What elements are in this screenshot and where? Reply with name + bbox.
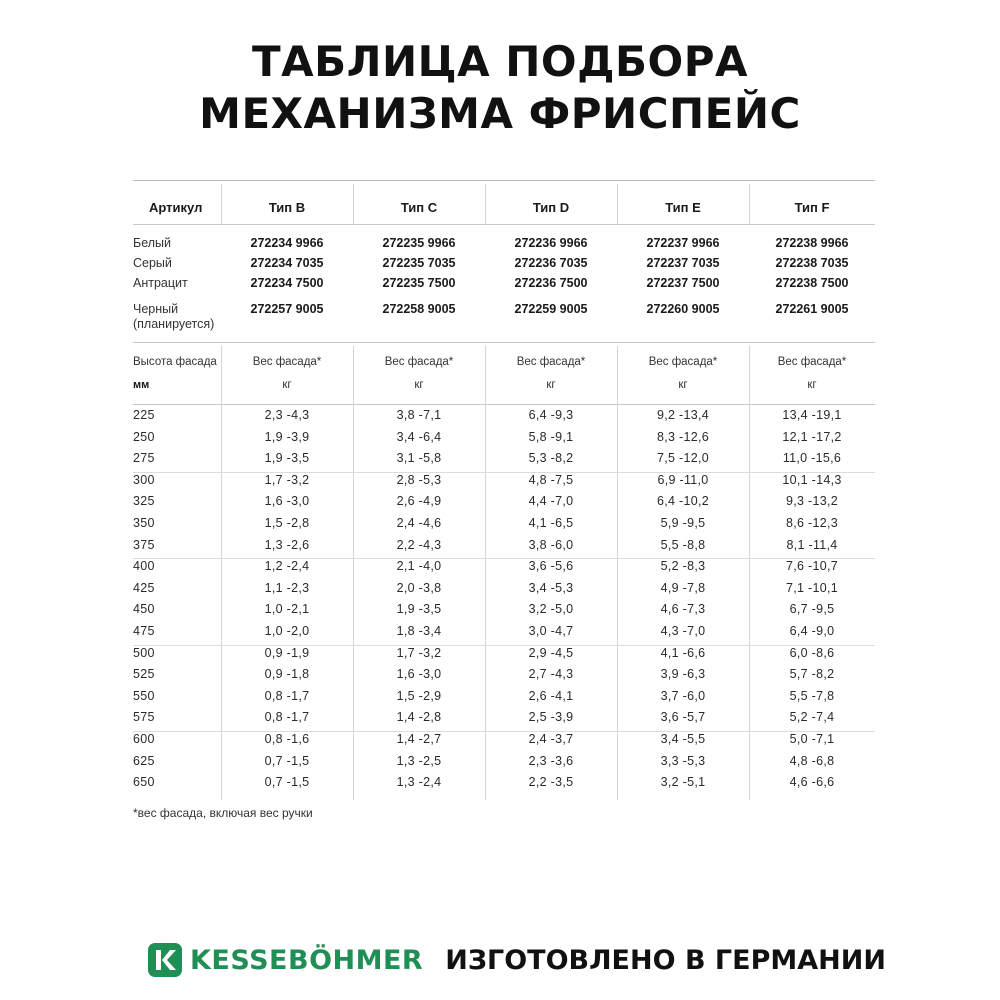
type-header-1: Тип C [400, 200, 438, 215]
weight-range: 1,6 -3,0 [264, 494, 310, 509]
weight-range: 1,0 -2,1 [264, 602, 310, 617]
facade-height: 400 [133, 559, 155, 574]
facade-height: 475 [133, 624, 155, 638]
article-code: 272234 7500 [250, 276, 324, 290]
column-divider [485, 184, 486, 224]
article-code: 272236 9966 [514, 236, 588, 250]
weight-range: 1,4 -2,8 [396, 710, 442, 725]
facade-height: 250 [133, 429, 155, 444]
weight-range: 6,4 -10,2 [656, 494, 710, 509]
weight-range: 3,6 -5,6 [528, 559, 574, 574]
weight-range: 2,6 -4,1 [528, 688, 574, 703]
column-divider [221, 184, 222, 224]
weight-range: 1,5 -2,9 [396, 688, 442, 703]
color-name-1: Серый [133, 256, 172, 270]
article-code: 272259 9005 [514, 302, 588, 316]
article-header: Артикул [149, 200, 203, 215]
weight-range: 3,6 -5,7 [660, 710, 706, 725]
facade-height: 425 [133, 580, 155, 595]
weight-range: 1,7 -3,2 [264, 472, 310, 487]
weight-range: 7,5 -12,0 [656, 451, 710, 466]
weight-range: 4,9 -7,8 [660, 580, 706, 595]
weight-range: 6,4 -9,0 [789, 624, 835, 638]
weight-range: 8,6 -12,3 [785, 516, 839, 530]
facade-height: 600 [133, 732, 155, 746]
weight-label: Вес фасада* [648, 356, 718, 368]
facade-height: 325 [133, 494, 155, 509]
height-label: Высота фасада [133, 356, 217, 368]
weight-unit: кг [282, 379, 292, 391]
weight-range: 0,8 -1,6 [264, 732, 310, 746]
facade-height: 275 [133, 451, 155, 466]
type-header-4: Тип F [794, 200, 830, 215]
weight-range: 3,0 -4,7 [528, 624, 574, 638]
article-code: 272258 9005 [382, 302, 456, 316]
weight-range: 12,1 -17,2 [782, 429, 842, 444]
weight-range: 6,0 -8,6 [789, 645, 835, 660]
weight-range: 0,8 -1,7 [264, 710, 310, 725]
article-code: 272238 7500 [775, 276, 849, 290]
table-top-rule [133, 180, 875, 181]
weight-range: 5,5 -7,8 [789, 688, 835, 703]
weight-range: 1,4 -2,7 [396, 732, 442, 746]
selection-table [133, 180, 875, 800]
weight-range: 3,9 -6,3 [660, 667, 706, 682]
facade-height: 525 [133, 667, 155, 682]
weight-range: 1,9 -3,5 [264, 451, 310, 466]
weight-range: 4,1 -6,6 [660, 645, 706, 660]
article-code: 272257 9005 [250, 302, 324, 316]
weight-range: 2,0 -3,8 [396, 580, 442, 595]
weight-label: Вес фасада* [384, 356, 454, 368]
weight-range: 5,9 -9,5 [660, 516, 706, 530]
weight-range: 1,7 -3,2 [396, 645, 442, 660]
weight-range: 3,7 -6,0 [660, 688, 706, 703]
facade-height: 500 [133, 645, 155, 660]
type-header-0: Тип B [268, 200, 306, 215]
weight-range: 3,8 -6,0 [528, 537, 574, 552]
column-divider [749, 184, 750, 224]
weight-unit: кг [807, 379, 817, 391]
weight-range: 3,3 -5,3 [660, 753, 706, 768]
facade-height: 375 [133, 537, 155, 552]
weight-range: 3,4 -5,5 [660, 732, 706, 746]
weight-unit: кг [678, 379, 688, 391]
facade-height: 450 [133, 602, 155, 617]
weight-range: 1,2 -2,4 [264, 559, 310, 574]
weight-range: 2,3 -3,6 [528, 753, 574, 768]
page-title-line-2: МЕХАНИЗМА ФРИСПЕЙС [199, 89, 801, 138]
weight-range: 3,1 -5,8 [396, 451, 442, 466]
table-footnote: *вес фасада, включая вес ручки [133, 806, 313, 820]
weight-unit: кг [414, 379, 424, 391]
facade-height: 550 [133, 688, 155, 703]
article-code: 272235 7035 [382, 256, 456, 270]
weight-range: 2,4 -3,7 [528, 732, 574, 746]
weight-range: 9,2 -13,4 [656, 408, 710, 422]
facade-height: 350 [133, 516, 155, 530]
weight-range: 2,1 -4,0 [396, 559, 442, 574]
weight-range: 2,2 -3,5 [528, 775, 574, 790]
weight-range: 6,9 -11,0 [657, 472, 709, 487]
type-header-3: Тип E [665, 200, 701, 215]
weight-range: 2,2 -4,3 [396, 537, 442, 552]
weight-range: 5,3 -8,2 [528, 451, 574, 466]
column-divider [617, 184, 618, 224]
weight-range: 2,8 -5,3 [396, 472, 442, 487]
weight-range: 0,9 -1,8 [264, 667, 310, 682]
weight-range: 8,3 -12,6 [656, 429, 710, 444]
weight-range: 3,8 -7,1 [396, 408, 442, 422]
weight-range: 5,5 -8,8 [660, 537, 706, 552]
column-divider [353, 184, 354, 224]
made-in-germany-text: ИЗГОТОВЛЕНО В ГЕРМАНИИ [445, 944, 886, 976]
article-code: 272261 9005 [775, 302, 849, 316]
weight-range: 4,8 -7,5 [528, 472, 574, 487]
weight-range: 1,8 -3,4 [396, 624, 442, 638]
weight-range: 1,3 -2,4 [396, 775, 442, 790]
weight-range: 1,9 -3,5 [396, 602, 442, 617]
weight-range: 4,6 -6,6 [789, 775, 835, 790]
weight-range: 3,2 -5,0 [528, 602, 574, 617]
article-code: 272238 9966 [775, 236, 849, 250]
facade-height: 575 [133, 710, 155, 725]
article-code: 272238 7035 [775, 256, 849, 270]
color-name-note-3: (планируется) [133, 317, 215, 331]
kessebohmer-logo-icon [148, 943, 182, 977]
weight-range: 2,6 -4,9 [396, 494, 442, 509]
weight-label: Вес фасада* [252, 356, 322, 368]
codes-rule [133, 342, 875, 343]
article-code: 272235 9966 [382, 236, 456, 250]
weight-range: 4,3 -7,0 [660, 624, 706, 638]
weight-range: 5,0 -7,1 [789, 732, 835, 746]
weight-range: 6,7 -9,5 [789, 602, 835, 617]
weight-header-rule [133, 404, 875, 405]
weight-label: Вес фасада* [516, 356, 586, 368]
weight-range: 4,4 -7,0 [528, 494, 574, 509]
weight-range: 3,4 -6,4 [396, 429, 442, 444]
weight-range: 10,1 -14,3 [782, 472, 842, 487]
article-code: 272237 7500 [646, 276, 720, 290]
color-name-2: Антрацит [133, 276, 188, 290]
facade-height: 300 [133, 472, 155, 487]
color-name-3: Черный [133, 302, 179, 316]
weight-range: 0,8 -1,7 [264, 688, 310, 703]
weight-range: 6,4 -9,3 [528, 408, 574, 422]
weight-range: 1,5 -2,8 [264, 516, 310, 530]
weight-range: 1,3 -2,5 [396, 753, 442, 768]
article-code: 272236 7035 [514, 256, 588, 270]
weight-range: 1,0 -2,0 [264, 624, 310, 638]
weight-label: Вес фасада* [777, 356, 847, 368]
article-code: 272260 9005 [646, 302, 720, 316]
weight-range: 1,1 -2,3 [264, 580, 310, 595]
weight-range: 2,5 -3,9 [528, 710, 574, 725]
weight-range: 2,4 -4,6 [396, 516, 442, 530]
weight-range: 1,3 -2,6 [264, 537, 310, 552]
facade-height: 225 [133, 408, 155, 422]
weight-range: 13,4 -19,1 [782, 408, 842, 422]
weight-range: 5,8 -9,1 [528, 429, 574, 444]
weight-range: 4,1 -6,5 [528, 516, 574, 530]
article-code: 272234 7035 [250, 256, 324, 270]
weight-range: 7,1 -10,1 [785, 580, 839, 595]
facade-height: 625 [133, 753, 155, 768]
article-code: 272234 9966 [250, 236, 324, 250]
footer-brand-bar [148, 938, 886, 982]
facade-height: 650 [133, 775, 155, 790]
weight-range: 1,6 -3,0 [396, 667, 442, 682]
weight-range: 5,7 -8,2 [789, 667, 835, 682]
weight-unit: кг [546, 379, 556, 391]
weight-range: 11,0 -15,6 [782, 451, 842, 466]
article-code: 272236 7500 [514, 276, 588, 290]
page-title [0, 36, 1000, 140]
weight-range: 0,7 -1,5 [264, 775, 310, 790]
weight-range: 4,8 -6,8 [789, 753, 835, 768]
article-code: 272237 7035 [646, 256, 720, 270]
height-unit: мм [133, 379, 150, 391]
weight-range: 5,2 -7,4 [789, 710, 835, 725]
weight-range: 4,6 -7,3 [660, 602, 706, 617]
weight-range: 2,7 -4,3 [528, 667, 574, 682]
weight-range: 2,3 -4,3 [264, 408, 310, 422]
weight-range: 0,9 -1,9 [264, 645, 310, 660]
weight-range: 9,3 -13,2 [785, 494, 839, 509]
weight-range: 0,7 -1,5 [264, 753, 310, 768]
weight-range: 5,2 -8,3 [660, 559, 706, 574]
weight-range: 8,1 -11,4 [786, 537, 838, 552]
weight-range: 1,9 -3,9 [264, 429, 310, 444]
weight-range: 7,6 -10,7 [785, 559, 839, 574]
weight-range: 3,4 -5,3 [528, 580, 574, 595]
weight-range: 2,9 -4,5 [528, 645, 574, 660]
article-code: 272235 7500 [382, 276, 456, 290]
page-title-line-1: ТАБЛИЦА ПОДБОРА [251, 37, 749, 86]
article-code: 272237 9966 [646, 236, 720, 250]
brand-name: KESSEBÖHMER [190, 944, 424, 976]
weight-range: 3,2 -5,1 [660, 775, 706, 790]
color-name-0: Белый [133, 236, 172, 250]
header-rule [133, 224, 875, 225]
type-header-2: Тип D [532, 200, 570, 215]
